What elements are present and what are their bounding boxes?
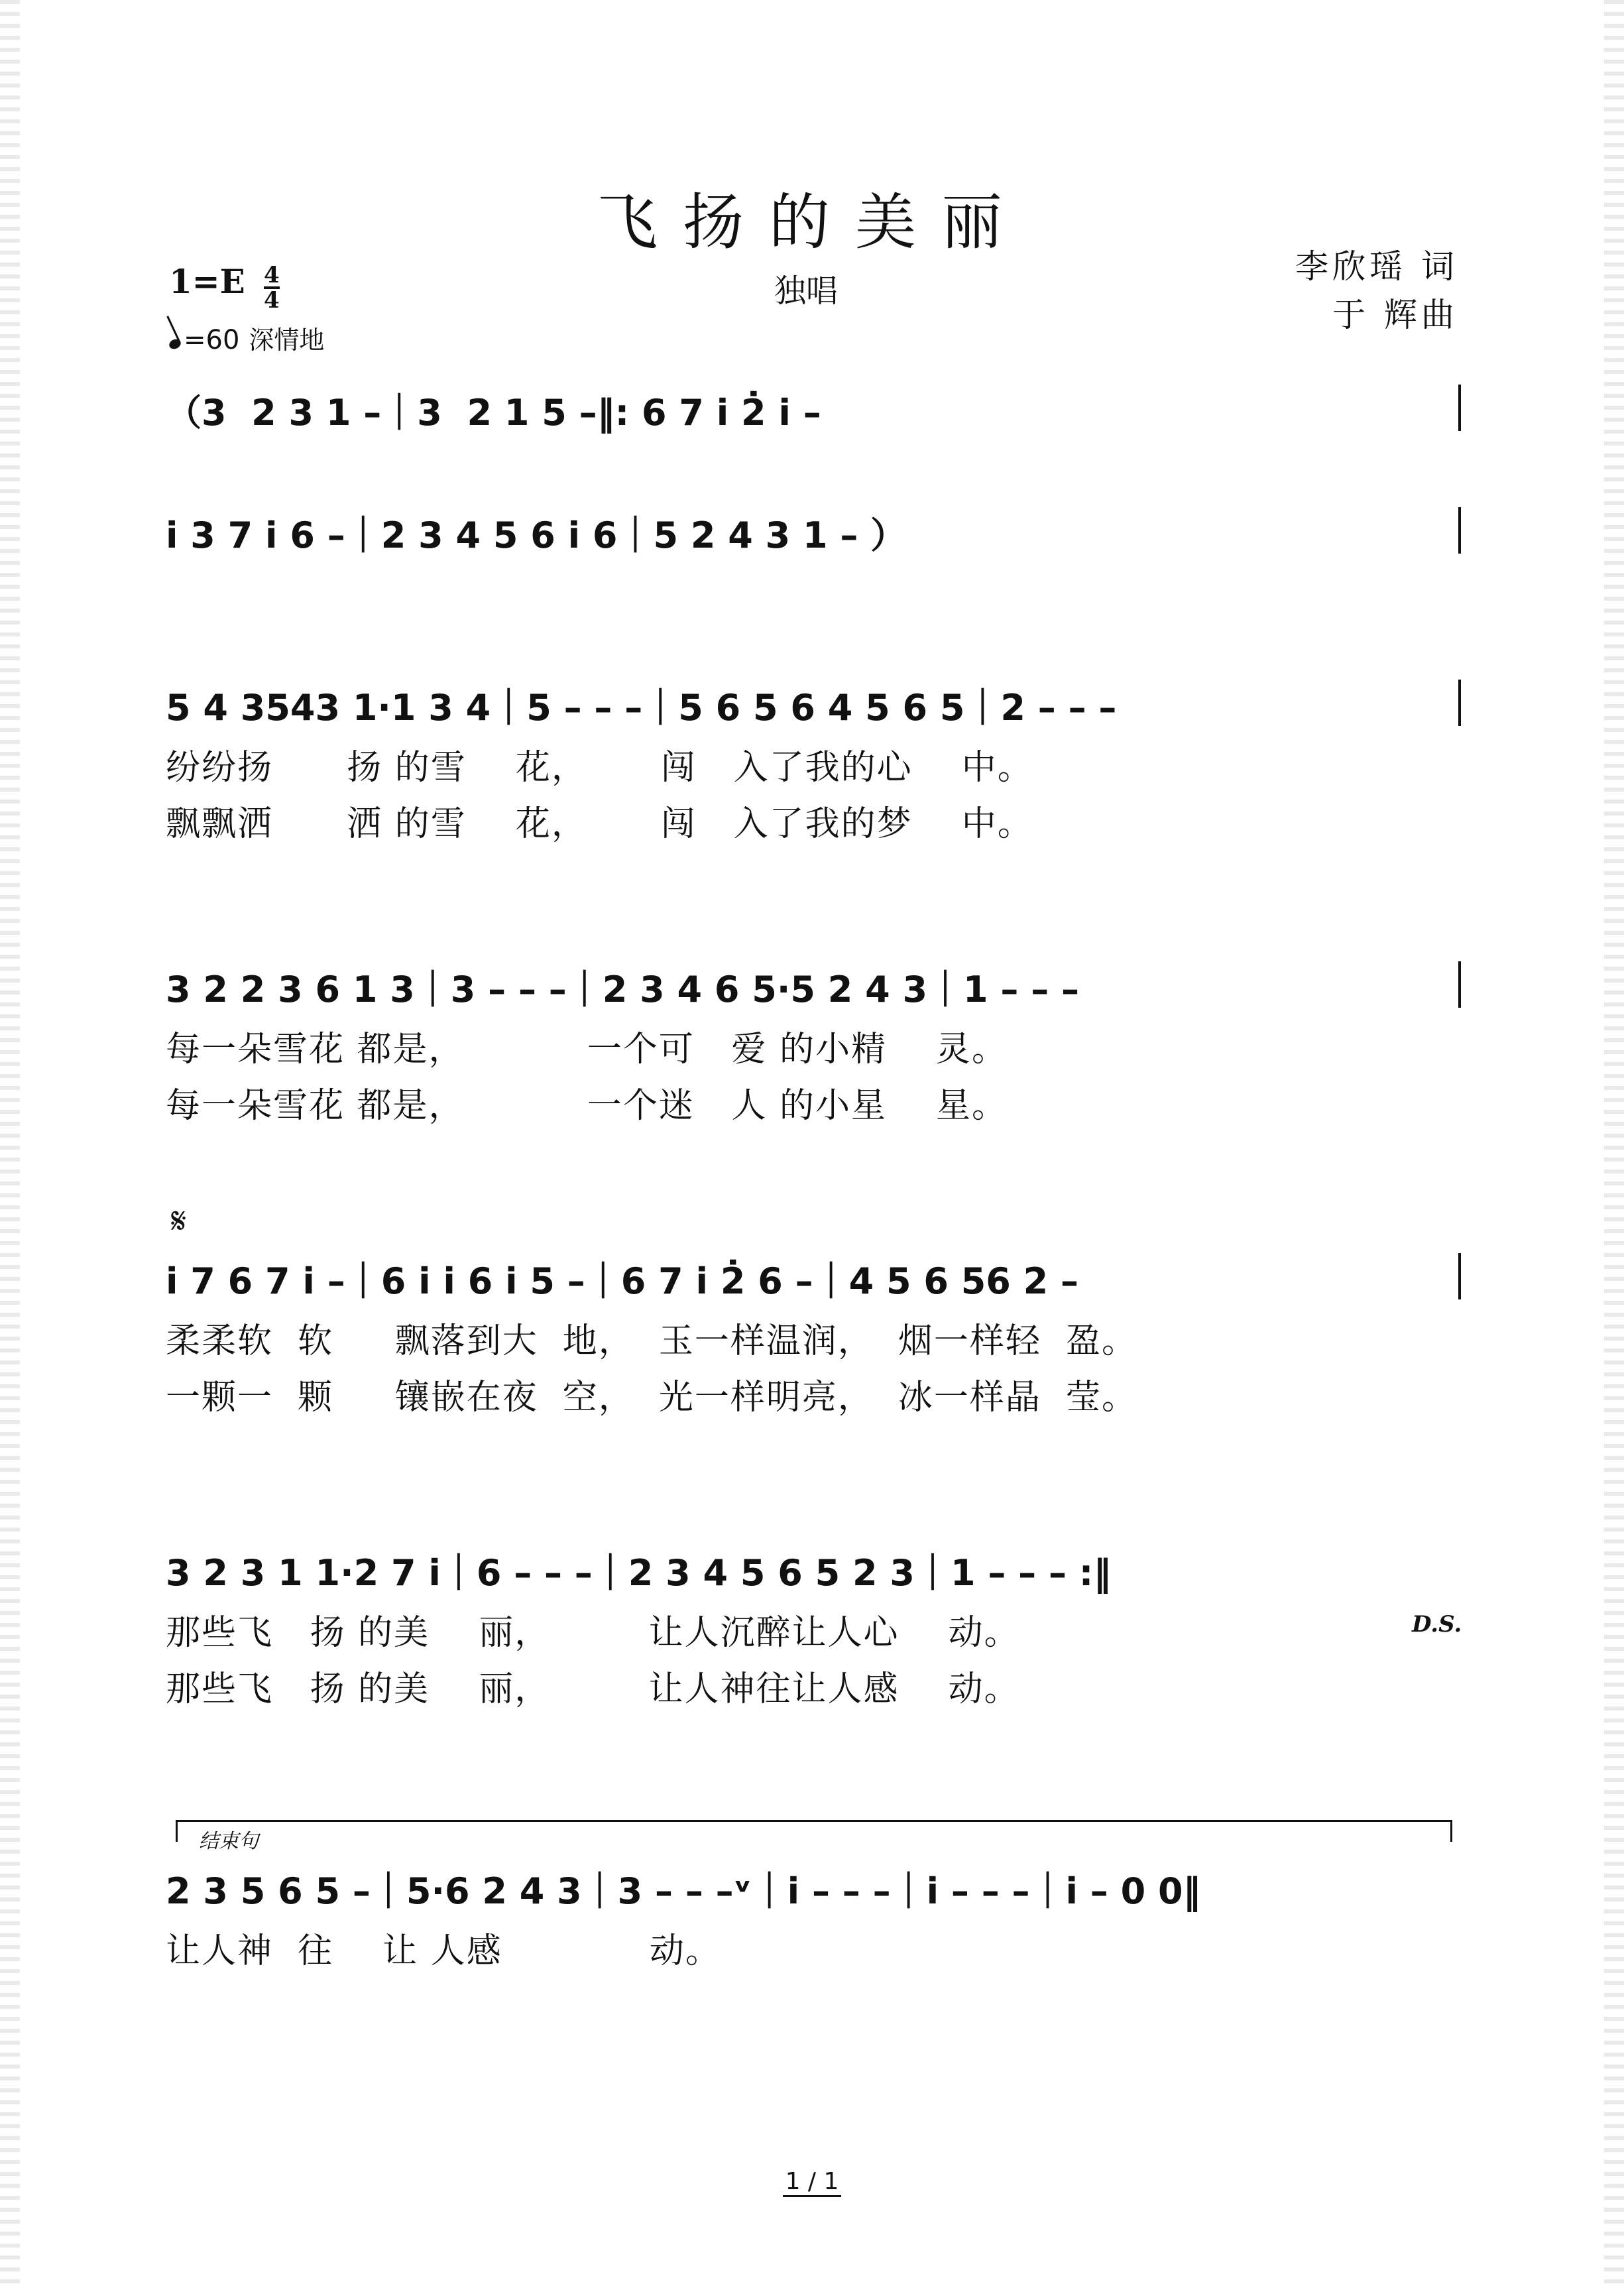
staff-system-4 — [166, 961, 1465, 1134]
barline — [1458, 507, 1461, 554]
notation-line-6: 3 2 3 1 1·2 7 i̇｜6 – – –｜2 3 4 5 6 5 2 3｜1 – – – :‖ — [166, 1552, 1112, 1594]
lyric-verse-1: 那些飞 扬 的美 丽， 让人沉醉让人心 动。 — [166, 1613, 1020, 1653]
quarter-note-icon — [168, 337, 182, 351]
composer-credit: 于 辉曲 — [1332, 296, 1458, 334]
lyric-verse-1: 让人神 往 让 人感 动。 — [166, 1931, 722, 1971]
ending-bracket — [176, 1820, 1452, 1842]
notation-line-7: 2 3 5 6 5 –｜5·6 2 4 3｜3 – – –ᵛ｜i̇ – – –｜i̇ – – –｜i̇ – 0 0‖ — [166, 1870, 1201, 1912]
page-number-text: 1 / 1 — [783, 2168, 842, 2197]
staff-system-2 — [166, 507, 1465, 567]
left-edge-watermark — [0, 0, 20, 2284]
lyric-verse-2: 一颗一 颗 镶嵌在夜 空， 光一样明亮， 冰一样晶 莹。 — [166, 1378, 1137, 1417]
lyric-verse-1: 每一朵雪花 都是， 一个可 爱 的小精 灵。 — [166, 1030, 1008, 1069]
notation-line-3: 5 4 3543 1·1 3 4｜5 – – –｜5 6 5 6 4 5 6 5｜2 – – – — [166, 687, 1117, 729]
lyric-verse-1: 纷纷扬 扬 的雪 花， 闯 入了我的心 中。 — [166, 748, 1033, 788]
notation-line-2: i̇ 3 7 i̇ 6 –｜2 3 4 5 6 i̇ 6｜5 2 4 3 1 – ） — [166, 514, 907, 556]
time-signature — [264, 264, 280, 312]
staff-system-6 — [166, 1545, 1465, 1717]
time-denominator: 4 — [264, 287, 280, 314]
notation-line-4: 3 2 2 3 6 1 3｜3 – – –｜2 3 4 6 5·5 2 4 3｜1 – – – — [166, 969, 1080, 1010]
lyricist-credit: 李欣瑶 词 — [1295, 247, 1458, 286]
lyric-verse-2: 飘飘洒 洒 的雪 花， 闯 入了我的梦 中。 — [166, 804, 1033, 844]
performance-type: 独唱 — [774, 272, 839, 310]
notation-line-1: （3 2 3 1 –｜3 2 1 5 –‖: 6 7 i̇ 2̇ i̇ – — [166, 392, 821, 434]
time-numerator: 4 — [264, 262, 280, 288]
tempo-value: =60 — [184, 325, 240, 355]
staff-system-7 — [166, 1863, 1465, 1982]
expression-marking: 深情地 — [249, 326, 325, 355]
staff-system-5 — [166, 1253, 1465, 1425]
dal-segno-mark: D.S. — [1412, 1611, 1462, 1638]
segno-sign: 𝄋 — [171, 1200, 187, 1242]
barline — [1458, 1253, 1461, 1299]
barline — [1458, 961, 1461, 1008]
barline — [1458, 385, 1461, 431]
lyric-verse-2: 每一朵雪花 都是， 一个迷 人 的小星 星。 — [166, 1086, 1008, 1126]
tempo-marking — [169, 320, 324, 356]
ending-label: 结束句 — [199, 1830, 259, 1853]
song-title: 飞扬的美丽 — [596, 187, 1027, 258]
page-number — [0, 2168, 1624, 2195]
lyric-verse-2: 那些飞 扬 的美 丽， 让人神往让人感 动。 — [166, 1669, 1020, 1709]
staff-system-3 — [166, 680, 1465, 852]
right-edge-watermark — [1604, 0, 1624, 2284]
barline — [1458, 680, 1461, 726]
notation-line-5: i̇ 7 6 7 i̇ –｜6 i̇ i̇ 6 i̇ 5 –｜6 7 i̇ 2̇ 6 –｜4 5 6 56 2 – — [166, 1260, 1079, 1302]
lyric-verse-1: 柔柔软 软 飘落到大 地， 玉一样温润， 烟一样轻 盈。 — [166, 1321, 1137, 1361]
key-signature: 1=E — [169, 262, 245, 301]
staff-system-1 — [166, 385, 1465, 444]
